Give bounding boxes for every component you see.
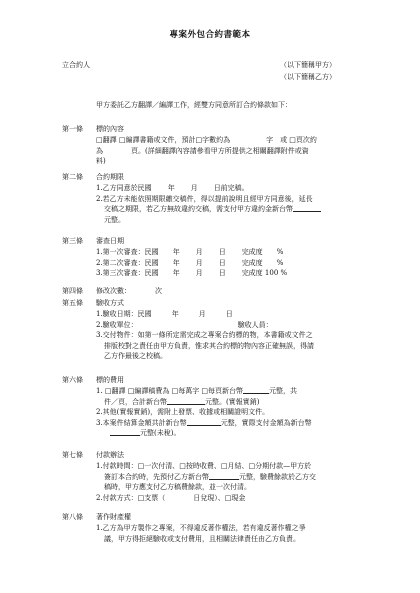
- article-line: 為 頁。(詳細翻譯內容請參看甲方所提供之相關翻譯附件或資: [96, 146, 309, 155]
- article-line: 2.其他(實報實銷)，需附上發票、收據或相關證明文件。: [96, 408, 270, 416]
- article-line: 3.交付物件：如第一條所定需完成之專案合約標的物，本書籍或文件之: [96, 331, 313, 339]
- article-line: 2.若乙方未能依照期限繳交稿件，得以提前說明且經甲方同意後，延長: [96, 194, 313, 203]
- parties-label: 立合約人: [62, 61, 90, 69]
- article-body: [96, 523, 358, 544]
- amount-blank: [167, 397, 205, 405]
- article-line: 2.驗收單位： 驗收人員：: [96, 320, 273, 329]
- article-label: 第四條: [62, 287, 83, 295]
- article-body: [96, 461, 358, 503]
- article-label: 第五條: [62, 299, 83, 307]
- article-line: 乙方作最後之校稿。: [104, 352, 167, 360]
- amount-blank: [110, 428, 140, 436]
- article-label: 第三條: [62, 237, 83, 245]
- article-title: 合約期限: [96, 173, 124, 181]
- amount-blank: [209, 472, 239, 480]
- article-line: □翻譯 □編譯書籍或文件，預計□字數約為 字 或 □頁次約: [96, 136, 317, 144]
- article-line: 排版校對之責任由甲方負責，惟求其合約標的物內容正確無誤，得請: [104, 341, 314, 350]
- party-a-alias: （以下簡稱甲方）: [280, 61, 336, 69]
- amount-blank: [293, 204, 321, 212]
- article-body: [96, 135, 358, 167]
- article-title: 著作財產權: [96, 513, 131, 521]
- article-line: 簽訂本合約時，先預付乙方新台幣 元整，驗費餘款於乙方交: [104, 472, 316, 481]
- article-line: 元整(未稅)。: [96, 428, 358, 439]
- party-b-alias: （以下簡稱乙方）: [280, 73, 336, 81]
- article-line: 件／頁，合計新台幣 元整。(實報實銷): [104, 397, 260, 406]
- article-body: [96, 247, 358, 279]
- article-title: 標的內容: [96, 125, 124, 133]
- party-line-b: [62, 72, 362, 83]
- article-title: 修改次數： 次: [96, 287, 162, 295]
- article-line: 1.驗收日期：民國 年 月 日: [96, 310, 233, 318]
- document-title: 專案外包合約書範本: [169, 30, 251, 40]
- article-title: 標的費用: [96, 376, 124, 384]
- article-line: 1.乙方同意於民國 年 月 日前完稿。: [96, 184, 249, 192]
- amount-blank: [243, 386, 269, 394]
- review-line: 3.第三次審查：民國 年 月 日 完成度 100 %: [96, 269, 288, 277]
- article-title: 驗收方式: [96, 299, 124, 307]
- article-line: 交稿之期限，若乙方無故違約交稿，需支付甲方違約金新台幣: [96, 204, 358, 215]
- review-line: 2.第二次審查：民國 年 月 日 完成度 %: [96, 258, 284, 267]
- article-line: 議，甲方得拒絕驗收或支付費用，且相關法律責任由乙方負責。: [104, 534, 300, 543]
- article-line: 料): [96, 157, 106, 165]
- article-title: 審查日期: [96, 237, 124, 245]
- article-title: 付款辦法: [96, 451, 124, 459]
- article-line: 2.付款方式：□支票（ 日兌現）、□現金: [96, 493, 246, 502]
- article-line: 3.本案件結算金額共計新台幣 元整，實際支付金額為新台幣: [96, 418, 312, 427]
- article-label: 第七條: [62, 451, 83, 459]
- article-body: [96, 386, 358, 439]
- article-label: 第八條: [62, 513, 83, 521]
- article-label: 第六條: [62, 376, 83, 384]
- article-line: 元整。: [104, 215, 125, 224]
- party-line-a: [62, 60, 362, 71]
- article-body: [96, 309, 358, 362]
- article-line: 1. □翻譯 □編譯稿費為 □每萬字 □每頁新台幣 元整，共: [96, 387, 298, 395]
- article-line: 稿時，甲方應支付乙方稿費餘款，並一次付清。: [104, 483, 251, 491]
- article-label: 第一條: [62, 125, 83, 133]
- amount-blank: [187, 418, 221, 426]
- article-line: 1.乙方為甲方製作之專案，不得違反著作權法，若有違反著作權之爭: [96, 524, 306, 532]
- intro-text: 甲方委託乙方翻譯／編譯工作，經雙方同意所訂合約條款如下：: [96, 101, 292, 109]
- article-label: 第二條: [62, 173, 83, 181]
- article-line: 1.付款時間：□一次付清、□按時收費、□月結、□分期付款—甲方於: [96, 462, 312, 470]
- review-line: 1.第一次審查：民國 年 月 日 完成度 %: [96, 248, 284, 256]
- article-body: [96, 183, 358, 225]
